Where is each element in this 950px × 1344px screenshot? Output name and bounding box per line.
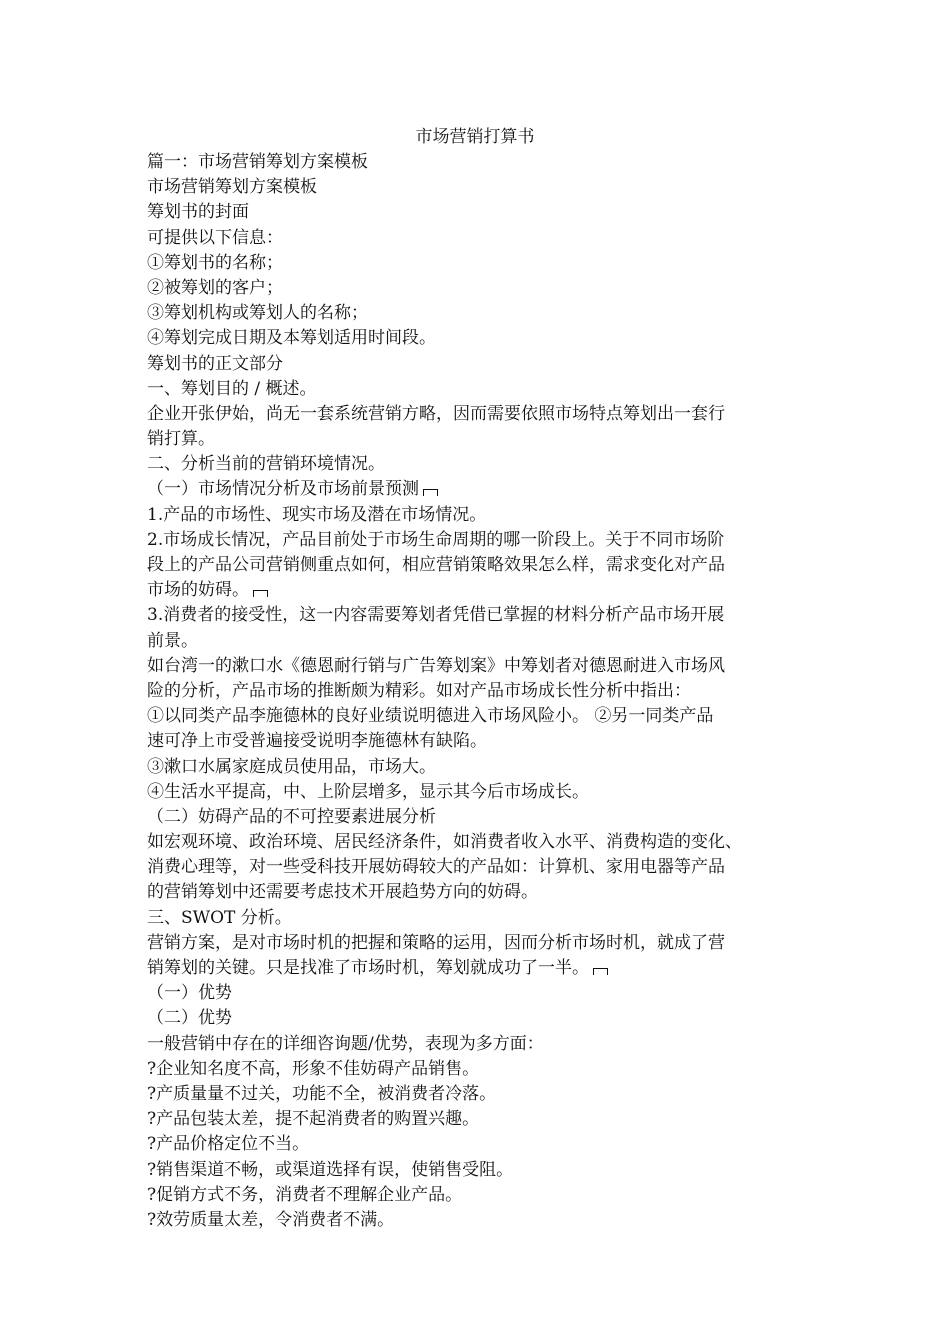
- text-line: ?效劳质量太差，令消费者不满。: [147, 1209, 395, 1230]
- bracket-mark-icon: [593, 968, 608, 975]
- text-line: 市场营销筹划方案模板: [147, 177, 317, 198]
- text-line: 一般营销中存在的详细咨询题/优势，表现为多方面：: [147, 1033, 544, 1054]
- text-line-with-mark: [147, 578, 809, 603]
- text-line: 险的分析，产品市场的推断颇为精彩。如对产品市场成长性分析中指出：: [147, 680, 691, 701]
- text-line: 的营销筹划中还需要考虑技术开展趋势方向的妨碍。: [147, 882, 538, 903]
- text-line: 可提供以下信息：: [147, 227, 283, 248]
- text-line: 段上的产品公司营销侧重点如何，相应营销策略效果怎么样，需求变化对产品: [147, 555, 725, 575]
- text-line: ④筹划完成日期及本筹划适用时间段。: [147, 328, 436, 349]
- document-title: 市场营销打算书: [415, 127, 535, 147]
- text-line: 一、筹划目的 / 概述。: [147, 378, 317, 399]
- bracket-mark-icon: [253, 590, 268, 597]
- text-line: （一）市场情况分析及市场前景预测: [147, 479, 419, 500]
- text-line: ?销售渠道不畅，或渠道选择有误，使销售受阻。: [147, 1159, 514, 1180]
- text-line: 企业开张伊始，尚无一套系统营销方略，因而需要依照市场特点筹划出一套行: [147, 403, 725, 424]
- text-line: ?产质量量不过关，功能不全，被消费者冷落。: [147, 1083, 497, 1104]
- text-line-with-mark: [147, 477, 809, 502]
- text-line: ③漱口水属家庭成员使用品，市场大。: [147, 756, 436, 777]
- text-line: （二）优势: [147, 1008, 232, 1029]
- text-line: ?企业知名度不高，形象不佳妨碍产品销售。: [147, 1058, 480, 1079]
- text-line: （一）优势: [147, 983, 232, 1004]
- text-line: 二、分析当前的营销环境情况。: [147, 454, 385, 475]
- text-line: 如台湾一的漱口水《德恩耐行销与广告筹划案》中筹划者对德恩耐进入市场风: [147, 655, 725, 676]
- document-body: [147, 150, 809, 1233]
- text-line: 三、SWOT 分析。: [147, 907, 292, 928]
- text-line: 筹划书的封面: [147, 202, 249, 223]
- text-line: （二）妨碍产品的不可控要素进展分析: [147, 806, 436, 827]
- text-line: 消费心理等，对一些受科技开展妨碍较大的产品如：计算机、家用电器等产品: [147, 857, 725, 878]
- text-line: 市场的妨碍。: [147, 580, 249, 601]
- text-line: ③筹划机构或筹划人的名称；: [147, 303, 368, 324]
- text-line: ④生活水平提高，中、上阶层增多，显示其今后市场成长。: [147, 781, 589, 802]
- text-line: 销筹划的关键。只是找准了市场时机，筹划就成功了一半。: [147, 958, 589, 978]
- text-line: ①以同类产品李施德林的良好业绩说明德进入市场风险小。 ②另一同类产品: [147, 706, 714, 727]
- text-line: 前景。: [147, 630, 198, 651]
- text-line: 1.产品的市场性、现实市场及潜在市场情况。: [147, 504, 487, 525]
- text-line: 营销方案，是对市场时机的把握和策略的运用，因而分析市场时机，就成了营: [147, 932, 725, 953]
- text-line: ?产品包装太差，提不起消费者的购置兴趣。: [147, 1109, 480, 1130]
- text-line: 速可净上市受普遍接受说明李施德林有缺陷。: [147, 731, 487, 752]
- text-line: 篇一：市场营销筹划方案模板: [147, 152, 368, 172]
- text-line-with-mark: [147, 956, 809, 981]
- text-line: ②被筹划的客户；: [147, 277, 283, 298]
- text-line: 3.消费者的接受性，这一内容需要筹划者凭借已掌握的材料分析产品市场开展: [147, 605, 725, 626]
- text-line: 销打算。: [147, 429, 215, 450]
- text-line: 2.市场成长情况，产品目前处于市场生命周期的哪一阶段上。关于不同市场阶: [147, 529, 725, 550]
- text-line: 筹划书的正文部分: [147, 353, 283, 374]
- text-line: ①筹划书的名称；: [147, 252, 283, 273]
- text-line: ?产品价格定位不当。: [147, 1134, 310, 1155]
- bracket-mark-icon: [423, 489, 438, 496]
- text-line: ?促销方式不务，消费者不理解企业产品。: [147, 1184, 463, 1205]
- text-line: 如宏观环境、政治环境、居民经济条件，如消费者收入水平、消费构造的变化、: [147, 832, 742, 853]
